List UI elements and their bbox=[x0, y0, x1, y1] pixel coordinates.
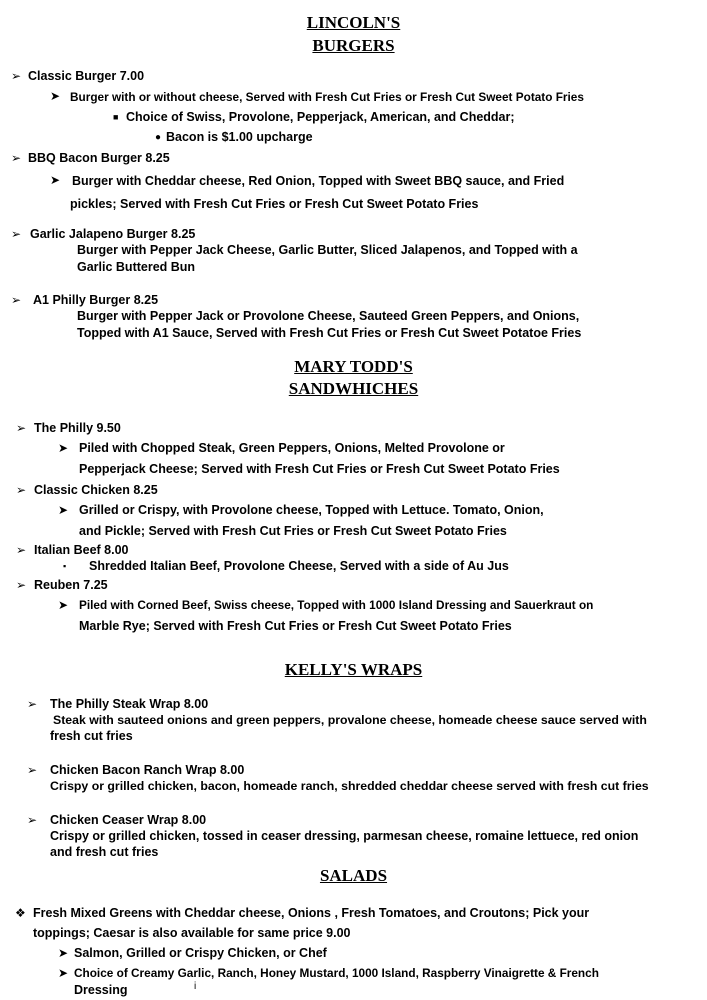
thick-arrow-icon: ➤ bbox=[58, 441, 69, 455]
ceaser-wrap-desc-line-1: Crispy or grilled chicken, tossed in ceaser dressing, parmesan cheese, romaine lettuece, red onion bbox=[50, 829, 639, 843]
salad-dressing-options-line-1: Choice of Creamy Garlic, Ranch, Honey Mustard, 1000 Island, Raspberry Vinaigrette & French bbox=[74, 966, 599, 980]
classic-chicken-desc-line-2: and Pickle; Served with Fresh Cut Fries or Fresh Cut Sweet Potato Fries bbox=[79, 524, 507, 538]
reuben-title: Reuben 7.25 bbox=[34, 578, 108, 592]
thick-arrow-icon: ➤ bbox=[58, 598, 69, 612]
arrowhead-bullet-icon: ➢ bbox=[11, 151, 22, 165]
philly-wrap-desc-line-2: fresh cut fries bbox=[50, 729, 133, 743]
bbq-burger-title: BBQ Bacon Burger 8.25 bbox=[28, 151, 170, 165]
jalapeno-burger-desc-line-1: Burger with Pepper Jack Cheese, Garlic Butter, Sliced Jalapenos, and Topped with a bbox=[77, 243, 578, 257]
classic-burger-cheese-choice: Choice of Swiss, Provolone, Pepperjack, American, and Cheddar; bbox=[126, 110, 515, 124]
sandwiches-heading-line-1: MARY TODD'S bbox=[294, 357, 413, 376]
jalapeno-burger-desc-line-2: Garlic Buttered Bun bbox=[77, 260, 196, 274]
arrowhead-bullet-icon: ➢ bbox=[16, 483, 27, 497]
four-diamond-bullet-icon: ❖ bbox=[15, 906, 26, 920]
philly-sandwich-title: The Philly 9.50 bbox=[34, 421, 121, 435]
square-bullet-icon: ▪ bbox=[63, 561, 67, 571]
salad-protein-options: Salmon, Grilled or Crispy Chicken, or Chef bbox=[74, 946, 327, 960]
italian-beef-desc: Shredded Italian Beef, Provolone Cheese, Served with a side of Au Jus bbox=[89, 559, 509, 573]
philly-sandwich-desc-line-2: Pepperjack Cheese; Served with Fresh Cut Fries or Fresh Cut Sweet Potato Fries bbox=[79, 462, 560, 476]
mixed-greens-title-line-1: Fresh Mixed Greens with Cheddar cheese, Onions , Fresh Tomatoes, and Croutons; Pick your bbox=[33, 906, 590, 920]
sandwiches-heading-line-2: SANDWHICHES bbox=[288, 379, 419, 398]
philly-sandwich-desc-line-1: Piled with Chopped Steak, Green Peppers, Onions, Melted Provolone or bbox=[79, 441, 505, 455]
classic-burger-title: Classic Burger 7.00 bbox=[28, 69, 145, 83]
philly-wrap-title: The Philly Steak Wrap 8.00 bbox=[50, 697, 209, 711]
arrowhead-bullet-icon: ➢ bbox=[16, 578, 27, 592]
ranch-wrap-desc: Crispy or grilled chicken, bacon, homeade ranch, shredded cheddar cheese served with fresh cut fries bbox=[50, 779, 649, 793]
burgers-heading-line-1: LINCOLN'S bbox=[306, 13, 401, 32]
page-mark: i bbox=[194, 981, 197, 992]
arrowhead-bullet-icon: ➢ bbox=[11, 227, 22, 241]
arrowhead-bullet-icon: ➢ bbox=[16, 421, 27, 435]
thick-arrow-icon: ➤ bbox=[58, 946, 69, 960]
reuben-desc-line-1: Piled with Corned Beef, Swiss cheese, Topped with 1000 Island Dressing and Sauerkraut on bbox=[79, 598, 594, 612]
classic-burger-desc: Burger with or without cheese, Served with Fresh Cut Fries or Fresh Cut Sweet Potato Fries bbox=[70, 90, 584, 104]
mixed-greens-title-line-2: toppings; Caesar is also available for same price 9.00 bbox=[33, 926, 351, 940]
arrowhead-bullet-icon: ➢ bbox=[11, 69, 22, 83]
ranch-wrap-title: Chicken Bacon Ranch Wrap 8.00 bbox=[50, 763, 245, 777]
salads-heading: SALADS bbox=[319, 866, 388, 885]
bbq-burger-desc-line-1: Burger with Cheddar cheese, Red Onion, Topped with Sweet BBQ sauce, and Fried bbox=[72, 174, 565, 188]
dot-bullet-icon: ● bbox=[155, 132, 162, 143]
salad-dressing-options-line-2: Dressing bbox=[74, 983, 128, 997]
arrowhead-bullet-icon: ➢ bbox=[11, 293, 22, 307]
burgers-heading-line-2: BURGERS bbox=[312, 36, 395, 55]
arrowhead-bullet-icon: ➢ bbox=[27, 813, 38, 827]
classic-chicken-title: Classic Chicken 8.25 bbox=[34, 483, 158, 497]
a1-burger-title: A1 Philly Burger 8.25 bbox=[33, 293, 159, 307]
a1-burger-desc-line-1: Burger with Pepper Jack or Provolone Cheese, Sauteed Green Peppers, and Onions, bbox=[77, 309, 580, 323]
italian-beef-title: Italian Beef 8.00 bbox=[34, 543, 129, 557]
philly-wrap-desc-line-1: Steak with sauteed onions and green peppers, provalone cheese, homeade cheese sauce served with bbox=[53, 713, 647, 727]
thick-arrow-icon: ➤ bbox=[50, 89, 61, 103]
wraps-heading: KELLY'S WRAPS bbox=[284, 660, 423, 679]
reuben-desc-line-2: Marble Rye; Served with Fresh Cut Fries or Fresh Cut Sweet Potato Fries bbox=[79, 619, 512, 633]
jalapeno-burger-title: Garlic Jalapeno Burger 8.25 bbox=[30, 227, 196, 241]
arrowhead-bullet-icon: ➢ bbox=[27, 697, 38, 711]
bbq-burger-desc-line-2: pickles; Served with Fresh Cut Fries or Fresh Cut Sweet Potato Fries bbox=[70, 197, 479, 211]
thick-arrow-icon: ➤ bbox=[58, 503, 69, 517]
a1-burger-desc-line-2: Topped with A1 Sauce, Served with Fresh Cut Fries or Fresh Cut Sweet Potatoe Fries bbox=[77, 326, 582, 340]
thick-arrow-icon: ➤ bbox=[50, 173, 61, 187]
ceaser-wrap-desc-line-2: and fresh cut fries bbox=[50, 845, 159, 859]
classic-chicken-desc-line-1: Grilled or Crispy, with Provolone cheese, Topped with Lettuce. Tomato, Onion, bbox=[79, 503, 544, 517]
classic-burger-bacon-note: Bacon is $1.00 upcharge bbox=[166, 130, 313, 144]
arrowhead-bullet-icon: ➢ bbox=[27, 763, 38, 777]
thick-arrow-icon: ➤ bbox=[58, 966, 69, 980]
arrowhead-bullet-icon: ➢ bbox=[16, 543, 27, 557]
ceaser-wrap-title: Chicken Ceaser Wrap 8.00 bbox=[50, 813, 207, 827]
square-bullet-icon: ■ bbox=[113, 112, 119, 122]
